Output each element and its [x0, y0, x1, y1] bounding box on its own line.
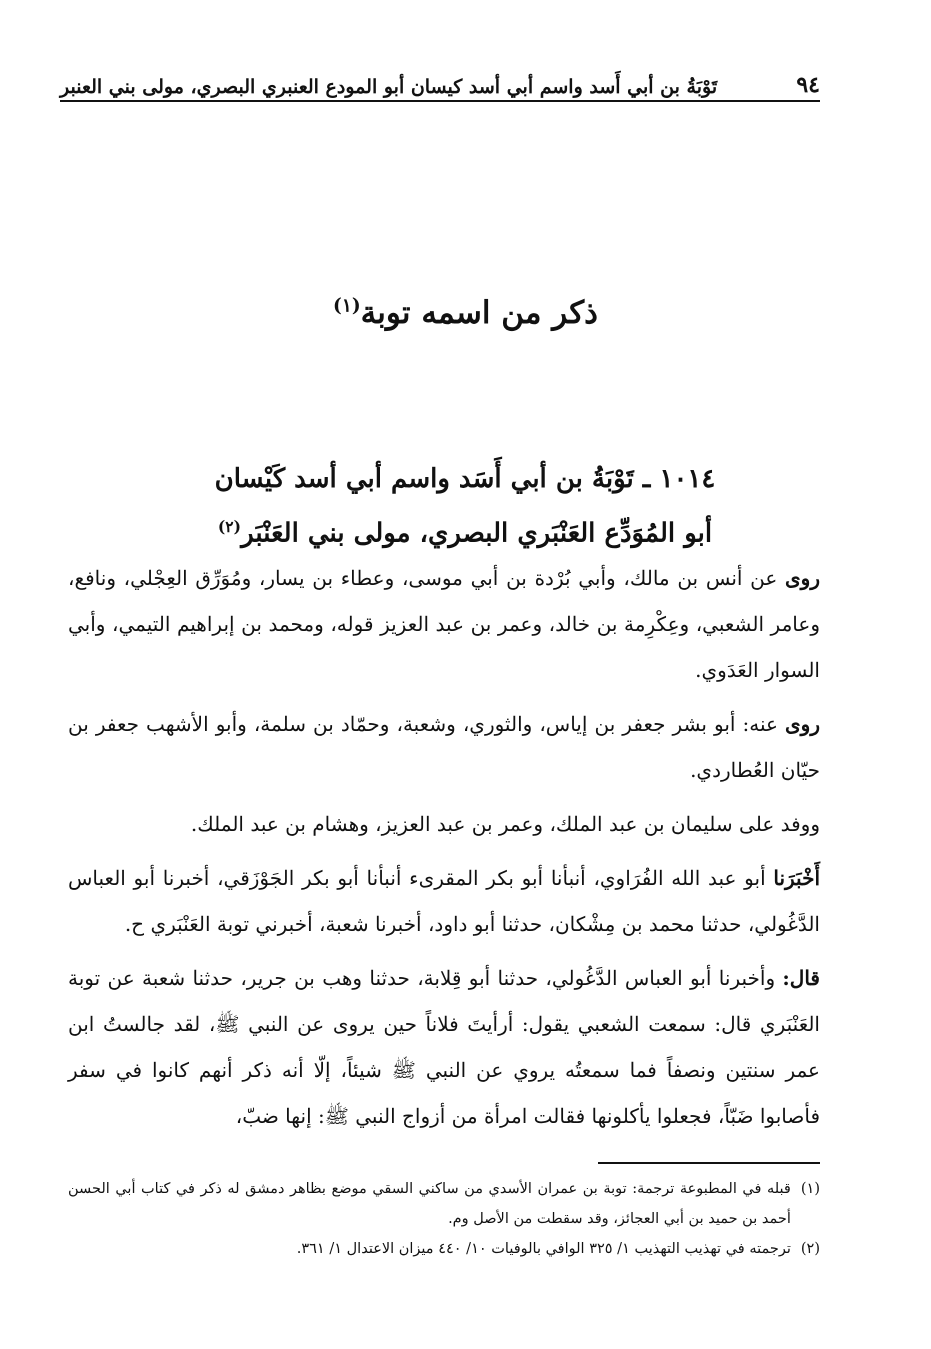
footnote-2	[68, 1234, 820, 1264]
footnote-marker: (٢)	[217, 517, 242, 536]
footnote-rule	[598, 1162, 820, 1164]
header-rule	[60, 100, 820, 102]
entry-heading-line-1: ١٠١٤ ـ تَوْبَةُ بن أبي أَسَد واسم أبي أسد كَيْسان	[214, 464, 716, 494]
body-text	[68, 555, 820, 1147]
chapter-heading	[0, 295, 931, 331]
paragraph-lead: أَخْبَرَنا	[773, 866, 820, 890]
paragraph-text: ووفد على سليمان بن عبد الملك، وعمر بن عبد العزيز، وهشام بن عبد الملك.	[190, 812, 820, 836]
entry-heading	[40, 455, 890, 558]
footnote-number: (١)	[800, 1181, 820, 1197]
paragraph-text: وأخبرنا أبو العباس الدَّغُولي، حدثنا أبو قِلابة، حدثنا وهب بن جرير، حدثنا شعبة عن توبة العَنْبَري قال: سمعت الشعبي يقول: أرأيتَ فلاناً حين يروى عن النبي ﷺ، لقد جالستُ ابن عمر سنتين ونصفاً فما سمعتُه يروي عن النبي ﷺ شيئاً، إلّا أنه ذكر أنهم كانوا في سفر فأصابوا ضَبّاً، فجعلوا يأكلونها فقالت امرأة من أزواج النبي ﷺ: إنها ضبّ،	[68, 966, 820, 1128]
running-header	[60, 58, 820, 98]
chapter-title: ذكر من اسمه توبة	[360, 295, 598, 331]
paragraph-lead: روى	[785, 712, 820, 736]
paragraph-text: عن أنس بن مالك، وأبي بُرْدة بن أبي موسى، وعطاء بن يسار، ومُوَرِّق العِجْلي، ونافع، وعامر الشعبي، وعِكْرِمة بن خالد، وعمر بن عبد العزيز قوله، ومحمد بن إبراهيم التيمي، وأبي السوار العَدَوي.	[68, 566, 820, 682]
entry-heading-line-2-text: أبو المُوَدِّع العَنْبَري البصري، مولى بني العَنْبَر	[241, 518, 713, 549]
paragraph-text: عنه: أبو بشر جعفر بن إياس، والثوري، وشعبة، وحمّاد بن سلمة، وأبو الأشهب جعفر بن حيّان العُطاردي.	[68, 712, 820, 782]
paragraph-isnad-2	[68, 955, 820, 1139]
paragraph-isnad-1	[68, 855, 820, 947]
footnote-number: (٢)	[800, 1241, 820, 1257]
paragraph-text: أبو عبد الله الفُرَاوي، أنبأنا أبو بكر المقرىء أنبأنا أبو بكر الجَوْزَقي، أخبرنا أبو العباس الدَّغُولي، حدثنا محمد بن مِشْكان، حدثنا أبو داود، أخبرنا شعبة، أخبرني توبة العَنْبَري ح.	[68, 866, 820, 936]
paragraph-lead: قال:	[782, 966, 820, 990]
footnote-text: ترجمته في تهذيب التهذيب ١/ ٣٢٥ الوافي بالوفيات ١٠/ ٤٤٠ ميزان الاعتدال ١/ ٣٦١.	[296, 1241, 791, 1257]
page-number: ٩٤	[796, 72, 820, 98]
paragraph-lead: روى	[785, 566, 820, 590]
footnotes	[68, 1174, 820, 1264]
paragraph-narrated-by	[68, 701, 820, 793]
entry-heading-line-2	[40, 503, 890, 558]
footnote-1	[68, 1174, 820, 1234]
running-title: تَوْبَةُ بن أبي أَسد واسم أبي أسد كيسان أبو المودع العنبري البصري، مولى بني العنبر	[60, 76, 718, 98]
footnote-marker: (١)	[333, 295, 361, 317]
footnote-text: قبله في المطبوعة ترجمة: توبة بن عمران الأسدي من ساكني السقي موضع بظاهر دمشق له ذكر في كتاب أبي الحسن أحمد بن حميد بن أبي العجائز، وقد سقطت من الأصل وم.	[68, 1181, 791, 1227]
paragraph-visits	[68, 801, 820, 847]
paragraph-narrated-from	[68, 555, 820, 693]
